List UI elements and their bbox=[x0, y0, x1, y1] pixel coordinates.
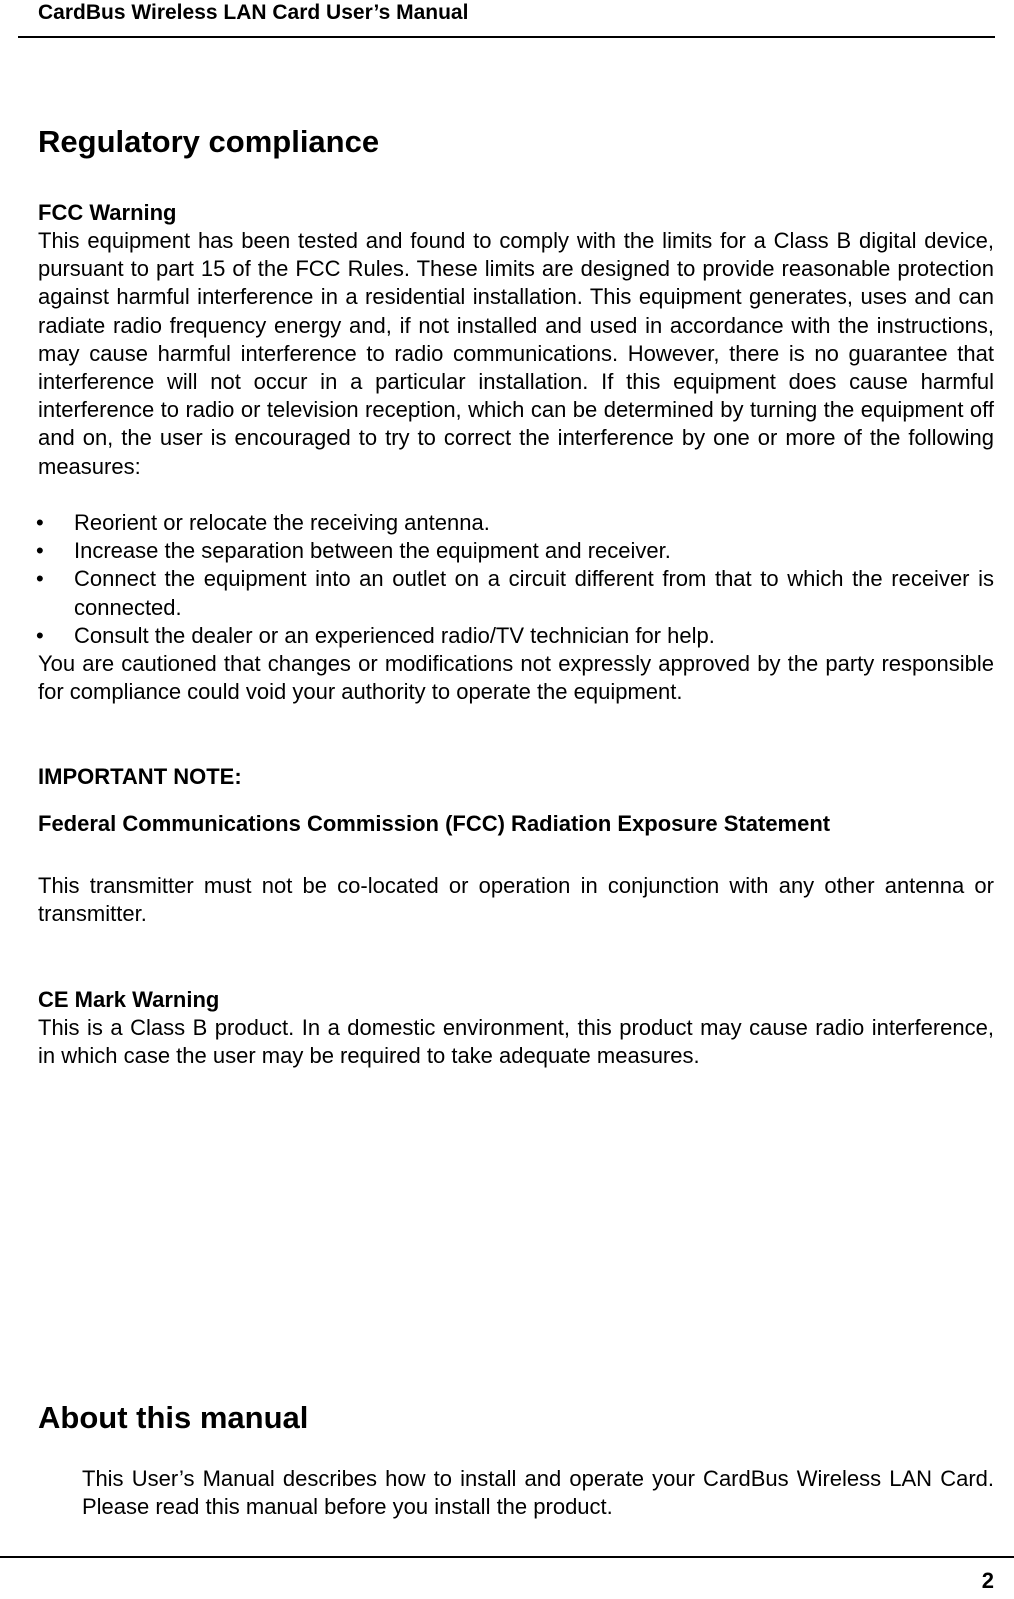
list-item bbox=[38, 622, 994, 650]
bullet-icon: • bbox=[36, 566, 44, 592]
bullet-icon: • bbox=[36, 538, 44, 564]
measure-text: Connect the equipment into an outlet on a circuit different from that to which the receiver is connected. bbox=[74, 566, 994, 620]
fcc-measures-list bbox=[38, 509, 994, 650]
about-manual-body: This User’s Manual describes how to install and operate your CardBus Wireless LAN Card. Please read this manual before you install the product. bbox=[82, 1466, 994, 1520]
footer-divider bbox=[0, 1556, 1014, 1558]
measure-text: Consult the dealer or an experienced radio/TV technician for help. bbox=[74, 622, 715, 648]
fcc-caution-text: You are cautioned that changes or modifications not expressly approved by the party responsible for compliance could void your authority to operate the equipment. bbox=[38, 651, 994, 705]
important-note-label: IMPORTANT NOTE: bbox=[38, 764, 242, 789]
section-title-regulatory: Regulatory compliance bbox=[38, 124, 380, 159]
list-item bbox=[38, 537, 994, 565]
radiation-exposure-title: Federal Communications Commission (FCC) Radiation Exposure Statement bbox=[38, 811, 831, 836]
ce-mark-heading: CE Mark Warning bbox=[38, 987, 220, 1012]
fcc-warning-body: This equipment has been tested and found to comply with the limits for a Class B digital device, pursuant to part 15 of the FCC Rules. These limits are designed to provide reasonable protection against harmful interference in a residential installation. This equipment generates, uses and can radiate radio frequency energy and, if not installed and used in accordance with the instructions, may cause harmful interference to radio communications. However, there is no guarantee that interference will not occur in a particular installation. If this equipment does cause harmful interference to radio or television reception, which can be determined by turning the equipment off and on, the user is encouraged to try to correct the interference by one or more of the following measures: bbox=[38, 228, 994, 479]
list-item bbox=[38, 509, 994, 537]
bullet-icon: • bbox=[36, 510, 44, 535]
measure-text: Increase the separation between the equipment and receiver. bbox=[74, 538, 671, 564]
header-divider bbox=[18, 36, 995, 38]
measure-text: Reorient or relocate the receiving antenna. bbox=[74, 510, 490, 535]
ce-mark-body: This is a Class B product. In a domestic environment, this product may cause radio interference, in which case the user may be required to take adequate measures. bbox=[38, 1015, 994, 1069]
fcc-warning-heading: FCC Warning bbox=[38, 200, 177, 225]
radiation-exposure-body: This transmitter must not be co-located or operation in conjunction with any other antenna or transmitter. bbox=[38, 873, 994, 927]
running-header: CardBus Wireless LAN Card User’s Manual bbox=[38, 1, 469, 24]
section-title-about: About this manual bbox=[38, 1400, 309, 1435]
bullet-icon: • bbox=[36, 622, 44, 648]
list-item bbox=[38, 565, 994, 621]
page-number: 2 bbox=[981, 1568, 994, 1593]
